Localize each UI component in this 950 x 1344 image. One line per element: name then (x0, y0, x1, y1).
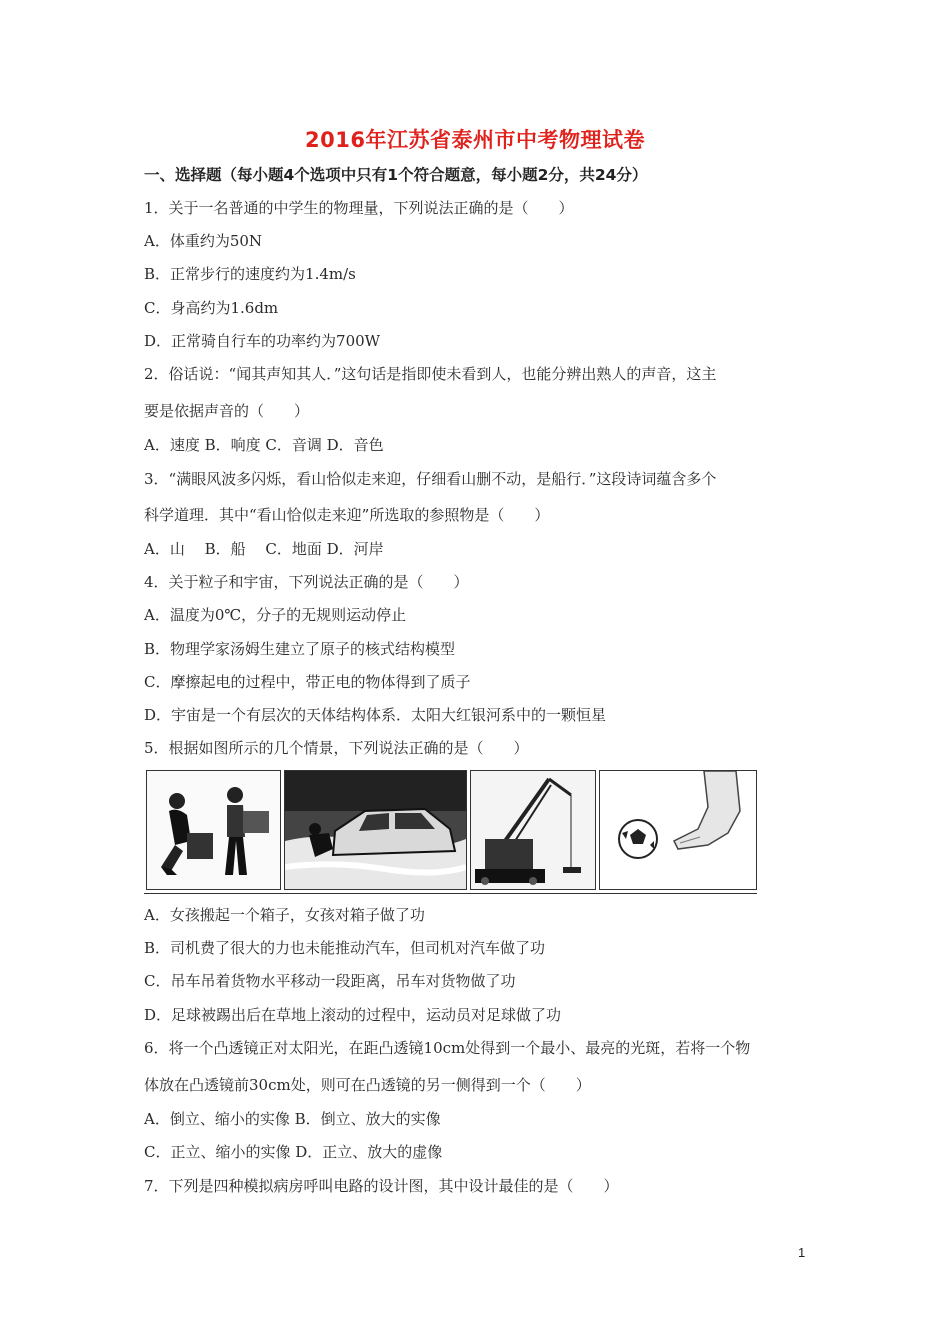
question-2-stem: 2．俗话说：“闻其声知其人．”这句话是指即使未看到人，也能分辨出熟人的声音，这主 (144, 365, 717, 383)
page-number: 1 (798, 1245, 806, 1260)
question-5-option-b: B．司机费了很大的力也未能推动汽车，但司机对汽车做了功 (144, 939, 546, 957)
question-3-stem-cont: 科学道理．其中“看山恰似走来迎”所选取的参照物是（ ） (144, 506, 550, 524)
figure-kicked-football (599, 770, 757, 890)
question-6-options-cd: C．正立、缩小的实像 D．正立、放大的虚像 (144, 1143, 443, 1161)
question-5-option-d: D．足球被踢出后在草地上滚动的过程中，运动员对足球做了功 (144, 1006, 562, 1024)
kicked-football-illustration (600, 771, 756, 889)
question-5-stem: 5．根据如图所示的几个情景，下列说法正确的是（ ） (144, 739, 529, 757)
figure-baseline (144, 893, 757, 894)
question-3-stem: 3．“满眼风波多闪烁，看山恰似走来迎，仔细看山删不动，是船行．”这段诗词蕴含多个 (144, 470, 717, 488)
question-2-options: A．速度 B．响度 C．音调 D．音色 (144, 436, 384, 454)
question-1-option-a: A．体重约为50N (144, 232, 263, 250)
figure-girl-lifting-box (146, 770, 281, 890)
page-title: 2016年江苏省泰州市中考物理试卷 (305, 128, 645, 152)
girl-lifting-box-illustration (147, 771, 280, 889)
question-4-option-d: D．宇宙是一个有层次的天体结构体系．太阳大红银河系中的一颗恒星 (144, 706, 607, 724)
question-5-option-a: A．女孩搬起一个箱子，女孩对箱子做了功 (144, 906, 425, 924)
question-6-stem-cont: 体放在凸透镜前30cm处，则可在凸透镜的另一侧得到一个（ ） (144, 1076, 591, 1094)
question-2-stem-cont: 要是依据声音的（ ） (144, 402, 310, 420)
question-4-stem: 4．关于粒子和宇宙，下列说法正确的是（ ） (144, 573, 469, 591)
section-heading: 一、选择题（每小题4个选项中只有1个符合题意，每小题2分，共24分） (144, 166, 648, 184)
figure-crane-moving-cargo (470, 770, 596, 890)
question-1-option-d: D．正常骑自行车的功率约为700W (144, 332, 381, 350)
question-4-option-b: B．物理学家汤姆生建立了原子的核式结构模型 (144, 640, 456, 658)
figure-driver-pushing-car (284, 770, 467, 890)
crane-moving-cargo-illustration (471, 771, 595, 889)
question-4-option-c: C．摩擦起电的过程中，带正电的物体得到了质子 (144, 673, 471, 691)
question-1-stem: 1．关于一名普通的中学生的物理量，下列说法正确的是（ ） (144, 199, 574, 217)
question-3-options: A．山 B．船 C．地面 D．河岸 (144, 540, 384, 558)
question-1-option-c: C．身高约为1.6dm (144, 299, 279, 317)
question-5-option-c: C．吊车吊着货物水平移动一段距离，吊车对货物做了功 (144, 972, 516, 990)
question-7-stem: 7．下列是四种模拟病房呼叫电路的设计图，其中设计最佳的是（ ） (144, 1177, 619, 1195)
question-6-stem: 6．将一个凸透镜正对太阳光，在距凸透镜10cm处得到一个最小、最亮的光斑，若将一个物 (144, 1039, 751, 1057)
question-1-option-b: B．正常步行的速度约为1.4m/s (144, 265, 356, 283)
question-4-option-a: A．温度为0℃，分子的无规则运动停止 (144, 606, 407, 624)
question-6-options-ab: A．倒立、缩小的实像 B．倒立、放大的实像 (144, 1110, 441, 1128)
driver-pushing-car-illustration (285, 771, 466, 889)
